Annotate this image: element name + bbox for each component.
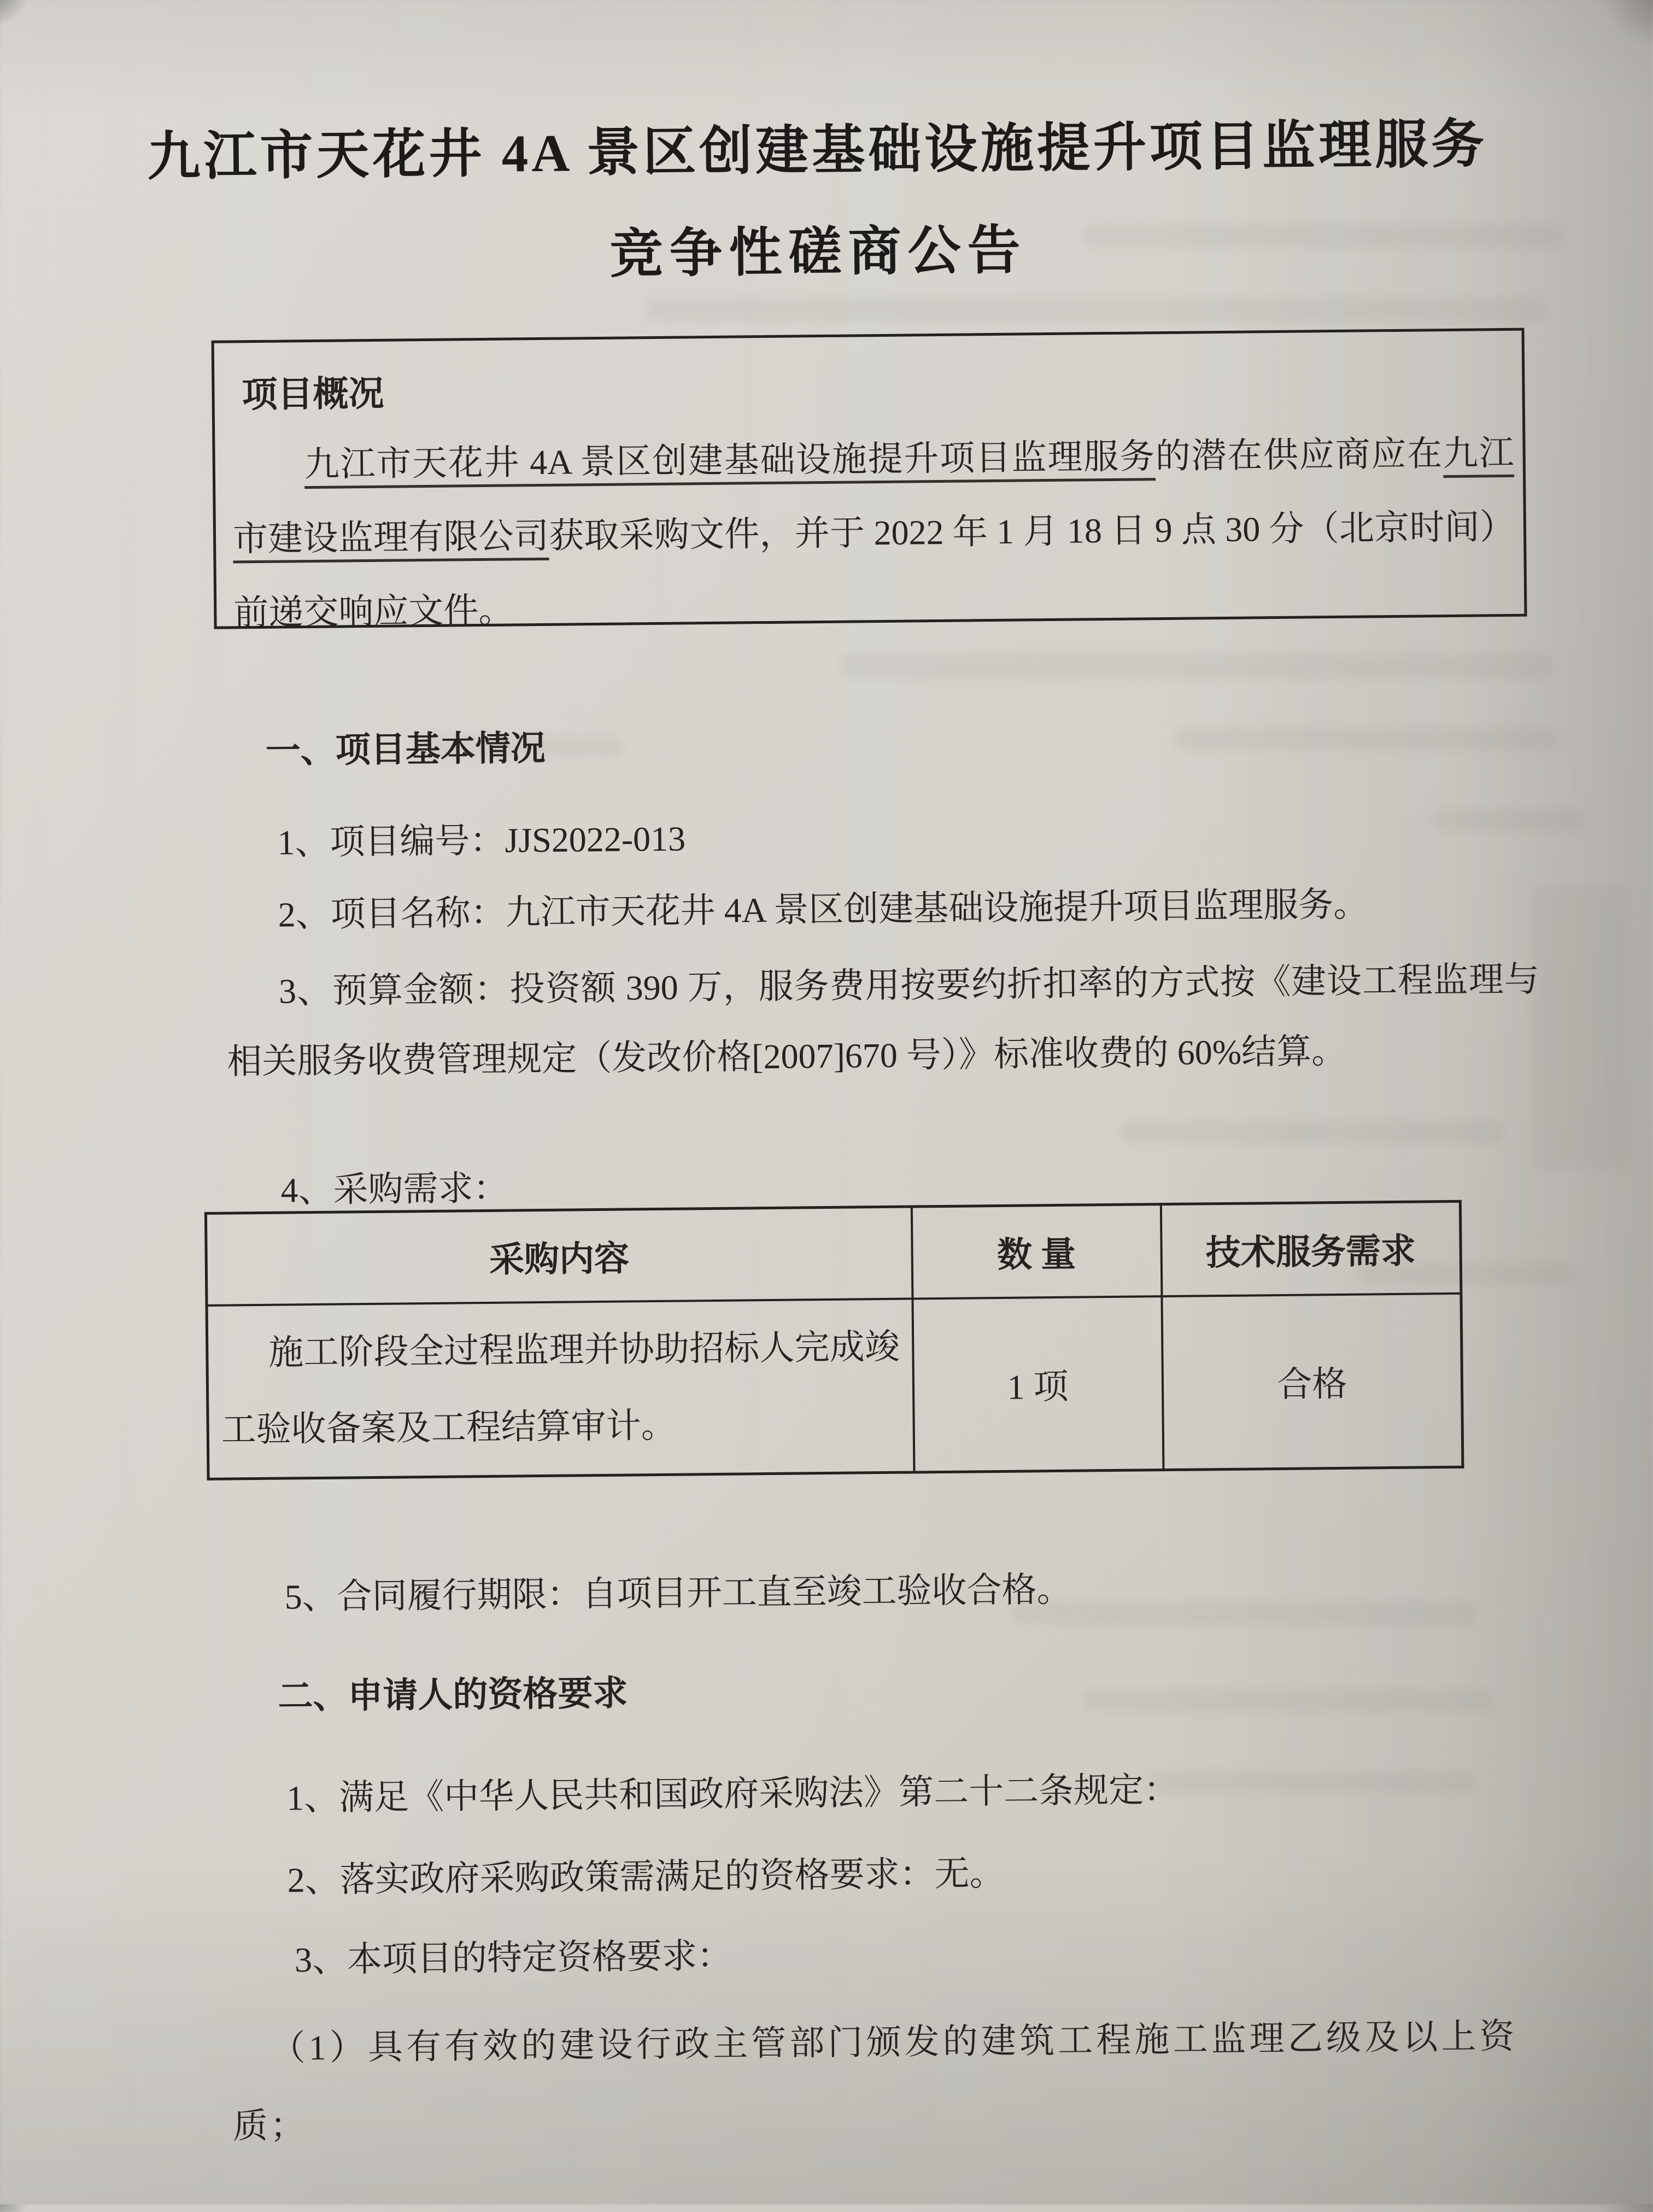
procurement-demand-item: 4、采购需求：	[280, 1168, 508, 1210]
overview-paragraph	[232, 416, 1516, 649]
overview-deadline-text: 获取采购文件，并于 2022 年 1 月 18 日 9 点 30 分（北京时间）前递交响应文件。	[233, 507, 1515, 633]
header-technical-service-requirement: 技术服务需求	[1160, 1201, 1461, 1296]
cell-procurement-content: 施工阶段全过程监理并协助招标人完成竣工验收备案及工程结算审计。	[207, 1298, 914, 1479]
project-number-item: 1、项目编号：JJS2022-013	[277, 819, 686, 862]
project-overview-box	[212, 328, 1527, 633]
overview-heading: 项目概况	[242, 374, 384, 416]
table-header-row	[206, 1201, 1461, 1305]
qualification-item2: 2、落实政府采购政策需满足的资格要求：无。	[287, 1853, 1005, 1900]
overview-agency-name: 九江市建设监理有限公司	[232, 433, 1515, 559]
document-title-line2: 竞争性磋商公告	[609, 221, 1028, 284]
procurement-table	[204, 1200, 1464, 1480]
contract-period-item: 5、合同履行期限：自项目开工直至竣工验收合格。	[284, 1570, 1072, 1617]
qualification-item3-sub1: （1）具有有效的建设行政主管部门颁发的建筑工程施工监理乙级及以上资质；	[232, 2016, 1517, 2146]
cell-quantity: 1 项	[912, 1296, 1163, 1472]
cell-requirement: 合格	[1162, 1293, 1463, 1470]
qualification-item3: 3、本项目的特定资格要求：	[294, 1936, 732, 1980]
project-name-item: 2、项目名称：九江市天花井 4A 景区创建基础设施提升项目监理服务。	[278, 885, 1369, 934]
overview-text: 的潜在供应商应在	[1155, 434, 1444, 476]
header-quantity: 数 量	[911, 1204, 1162, 1298]
section1-heading: 一、项目基本情况	[265, 728, 546, 770]
header-procurement-content: 采购内容	[206, 1207, 912, 1305]
section2-heading: 二、申请人的资格要求	[278, 1673, 628, 1716]
overview-project-name: 九江市天花井 4A 景区创建基础设施提升项目监理服务	[304, 437, 1156, 484]
qualification-item1: 1、满足《中华人民共和国政府采购法》第二十二条规定：	[286, 1770, 1179, 1818]
table-row	[207, 1293, 1463, 1479]
budget-item: 3、预算金额：投资额 390 万，服务费用按要约折扣率的方式按《建设工程监理与相关服务收费管理规定（发改价格[2007]670 号）》标准收费的 60%结算。	[226, 959, 1540, 1081]
document-title-line1: 九江市天花井 4A 景区创建基础设施提升项目监理服务	[146, 115, 1488, 186]
